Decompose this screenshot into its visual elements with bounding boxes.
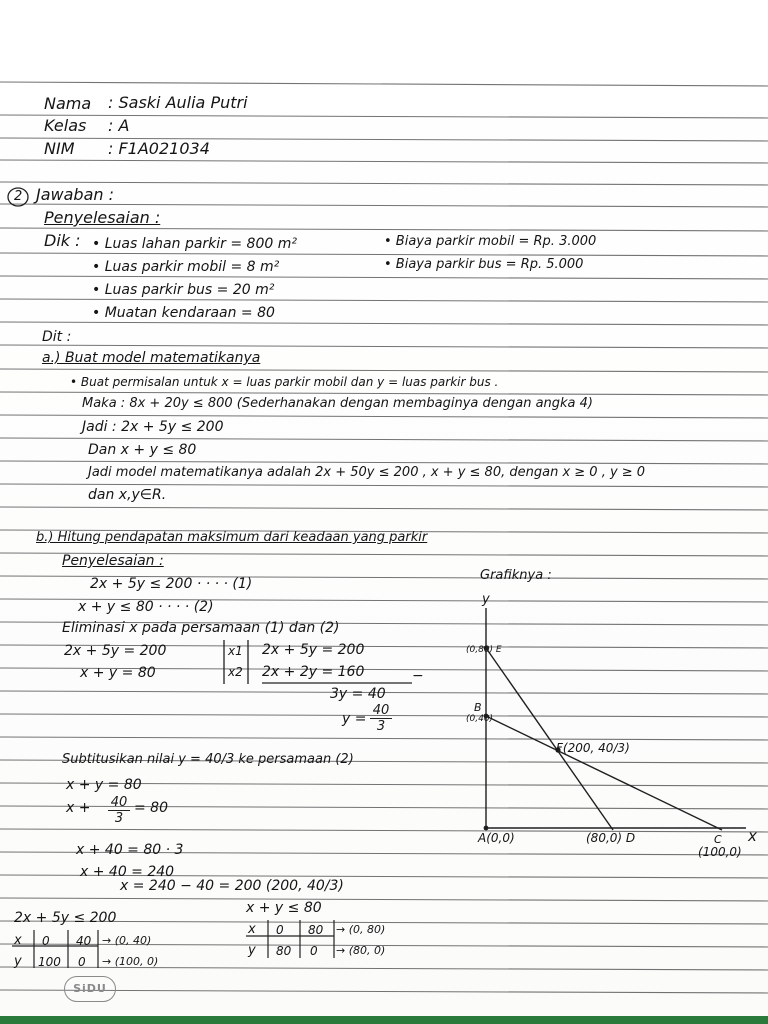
table2-cell: 80 (276, 944, 292, 958)
minus-sign: − (412, 668, 424, 684)
dik-right-item: • Biaya parkir bus = Rp. 5.000 (384, 257, 584, 272)
eliminasi-text: Eliminasi x pada persamaan (1) dan (2) (62, 620, 340, 636)
elim-left-eq: 2x + 5y = 200 (64, 643, 167, 659)
line-2x-plus-5y (486, 716, 722, 830)
dit-label: Dit : (42, 329, 72, 345)
dik-item: • Luas parkir mobil = 8 m² (92, 259, 280, 275)
elim-left-eq: x + y = 80 (80, 665, 156, 681)
part-a-line: • Buat permisalan untuk x = luas parkir mobil dan y = luas parkir bus . (70, 375, 499, 389)
question-number: 2 (14, 189, 23, 204)
nim-value: : F1A021034 (108, 139, 210, 158)
subst-fraction-den: 3 (114, 811, 124, 826)
constraint-2: x + y ≤ 80 · · · · (2) (78, 599, 214, 615)
point-D-label: (80,0) D (586, 831, 636, 845)
subst-step: x + (66, 800, 91, 816)
page-bottom-edge (0, 1016, 768, 1024)
subst-step: x + 40 = 240 (80, 864, 175, 880)
subst-step: = 80 (134, 800, 168, 816)
table2-cell: y (248, 943, 256, 958)
point-B-label: (0,40) (466, 714, 494, 724)
part-a-line: Dan x + y ≤ 80 (88, 442, 197, 458)
penyelesaian-heading: Penyelesaian : (44, 208, 161, 227)
point-F-label: F(200, 40/3) (556, 741, 630, 755)
table2-title: x + y ≤ 80 (246, 900, 322, 916)
point-C-label: (100,0) (698, 845, 742, 859)
table2-cell: 0 (310, 944, 318, 958)
nim-label: NIM (44, 139, 75, 158)
table1-cell: y (14, 954, 22, 969)
table2-cell: 0 (276, 923, 284, 937)
subst-step: x = 240 − 40 = 200 (200, 40/3) (120, 878, 344, 894)
elim-result: 3y = 40 (330, 686, 386, 702)
subst-step: x + 40 = 80 · 3 (76, 842, 184, 858)
table1-cell: 100 (38, 955, 61, 969)
table2-cell: 80 (308, 923, 324, 937)
dik-item: • Luas lahan parkir = 800 m² (92, 236, 297, 252)
elim-right-eq: 2x + 5y = 200 (262, 642, 365, 658)
table1-cell: 40 (76, 934, 92, 948)
subst-fraction-num: 40 (110, 795, 128, 810)
y-fraction-num: 40 (372, 703, 390, 718)
table2-cell: → (0, 80) (336, 923, 386, 936)
part-a-line: Jadi : 2x + 5y ≤ 200 (82, 419, 224, 435)
subst-text: Subtitusikan nilai y = 40/3 ke persamaan (2) (62, 752, 354, 767)
part-a-title: a.) Buat model matematikanya (42, 350, 261, 366)
table1-cell: x (14, 933, 22, 948)
nama-label: Nama (44, 94, 92, 113)
sidu-logo: SiDU (64, 976, 116, 1002)
part-a-line: Jadi model matematikanya adalah 2x + 50y ≤ 200 , x + y ≤ 80, dengan x ≥ 0 , y ≥ 0 (88, 465, 646, 480)
table1-title: 2x + 5y ≤ 200 (14, 910, 117, 926)
part-a-line: dan x,y∈R. (88, 487, 167, 503)
table2-cell: → (80, 0) (336, 944, 386, 957)
line-x-plus-y (486, 648, 613, 830)
kelas-label: Kelas (44, 116, 87, 135)
kelas-value: : A (108, 116, 130, 135)
dik-item: • Muatan kendaraan = 80 (92, 305, 275, 321)
y-axis-label: y (482, 592, 490, 607)
answer-heading: Jawaban : (36, 185, 114, 204)
part-b-title: b.) Hitung pendapatan maksimum dari keadaan yang parkir (36, 530, 428, 545)
graph-title: Grafiknya : (480, 568, 552, 583)
y-fraction (370, 704, 392, 733)
y-label: y = (342, 711, 367, 727)
subst-step: x + y = 80 (66, 777, 142, 793)
x-axis-label: x (748, 827, 757, 845)
point-B-name: B (474, 701, 482, 714)
dik-right-item: • Biaya parkir mobil = Rp. 3.000 (384, 234, 597, 249)
table1-cell: 0 (42, 934, 50, 948)
part-b-penyelesaian: Penyelesaian : (62, 553, 164, 569)
dik-item: • Luas parkir bus = 20 m² (92, 282, 275, 298)
multiplier: x2 (228, 665, 243, 679)
table1-cell: → (100, 0) (102, 955, 159, 968)
point-C-name: C (714, 833, 722, 846)
table1-cell: 0 (78, 955, 86, 969)
constraint-1: 2x + 5y ≤ 200 · · · · (1) (90, 576, 253, 592)
point-E-label: (0,80) E (466, 645, 502, 655)
y-fraction-den: 3 (376, 719, 386, 734)
elim-right-eq: 2x + 2y = 160 (262, 664, 365, 680)
multiplier-bars (220, 638, 254, 686)
subst-fraction (108, 796, 130, 825)
feasible-region-graph (460, 590, 760, 860)
nama-value: : Saski Aulia Putri (108, 93, 248, 112)
table1-cell: → (0, 40) (102, 934, 152, 947)
table2-cell: x (248, 922, 256, 937)
part-a-line: Maka : 8x + 20y ≤ 800 (Sederhanakan dengan membaginya dengan angka 4) (82, 396, 593, 411)
point-A-label: A(0,0) (478, 831, 515, 845)
multiplier: x1 (228, 644, 243, 658)
dik-label: Dik : (44, 231, 81, 250)
